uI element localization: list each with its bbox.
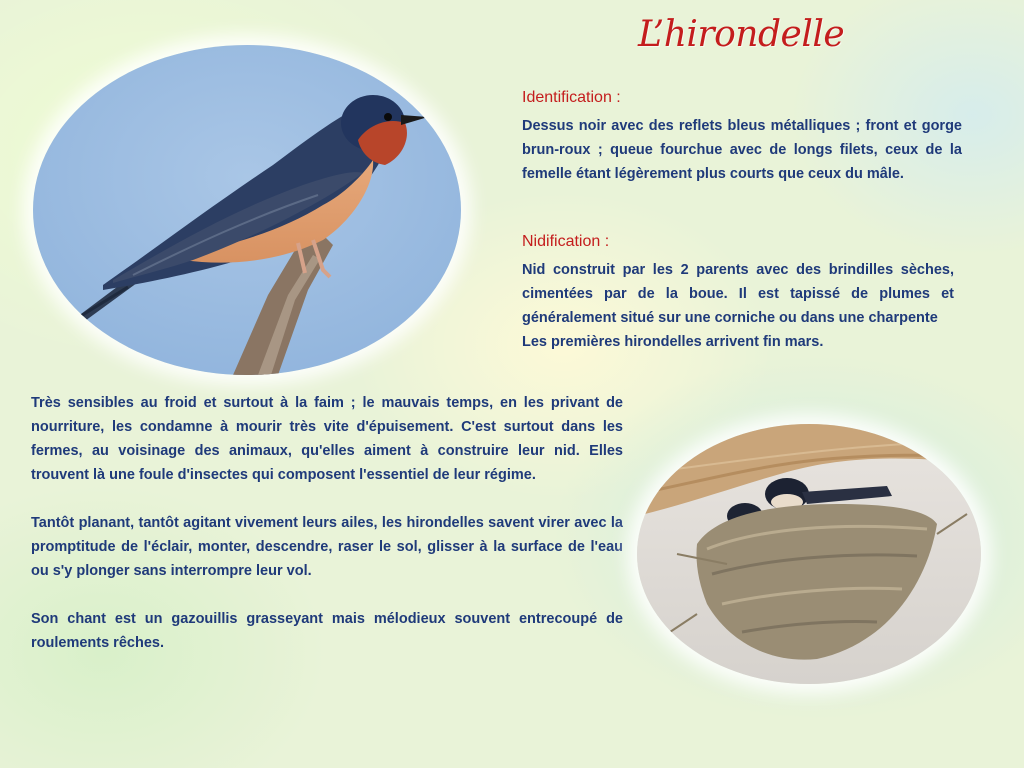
- nidification-note: Les premières hirondelles arrivent fin mars.: [522, 334, 824, 350]
- identification-section: [522, 86, 962, 186]
- swallow-nest-photo: [637, 424, 981, 684]
- identification-heading: Identification :: [522, 89, 621, 106]
- nidification-heading: Nidification :: [522, 233, 610, 250]
- paragraph-flight: Tantôt planant, tantôt agitant vivement leurs ailes, les hirondelles savent virer avec la promptitude de l'éclair, monter, descendre, raser le sol, glisser à la surface de l'eau ou s'y plonger sans interrompre leur vol.: [31, 515, 623, 579]
- main-text: [31, 391, 623, 679]
- identification-text: Dessus noir avec des reflets bleus métalliques ; front et gorge brun-roux ; queue fourchue avec de longs filets, ceux de la femelle étant légèrement plus courts que ceux du mâle.: [522, 118, 962, 182]
- paragraph-diet: Très sensibles au froid et surtout à la faim ; le mauvais temps, en les privant de nourriture, les condamne à mourir très vite d'épuisement. C'est surtout dans les fermes, au voisinage des animaux, qu'elles aiment à construire leur nid. Elles trouvent là une foule d'insectes qui composent l'essentiel de leur régime.: [31, 395, 623, 483]
- nidification-text: Nid construit par les 2 parents avec des brindilles sèches, cimentées par de la boue. Il est tapissé de plumes et généralement situé sur une corniche ou dans une charpente: [522, 262, 954, 326]
- nidification-section: [522, 230, 954, 354]
- page-title: L’hirondelle: [638, 14, 845, 55]
- swallow-perched-photo: [33, 45, 461, 375]
- paragraph-song: Son chant est un gazouillis grasseyant mais mélodieux souvent entrecoupé de roulements rêches.: [31, 611, 623, 651]
